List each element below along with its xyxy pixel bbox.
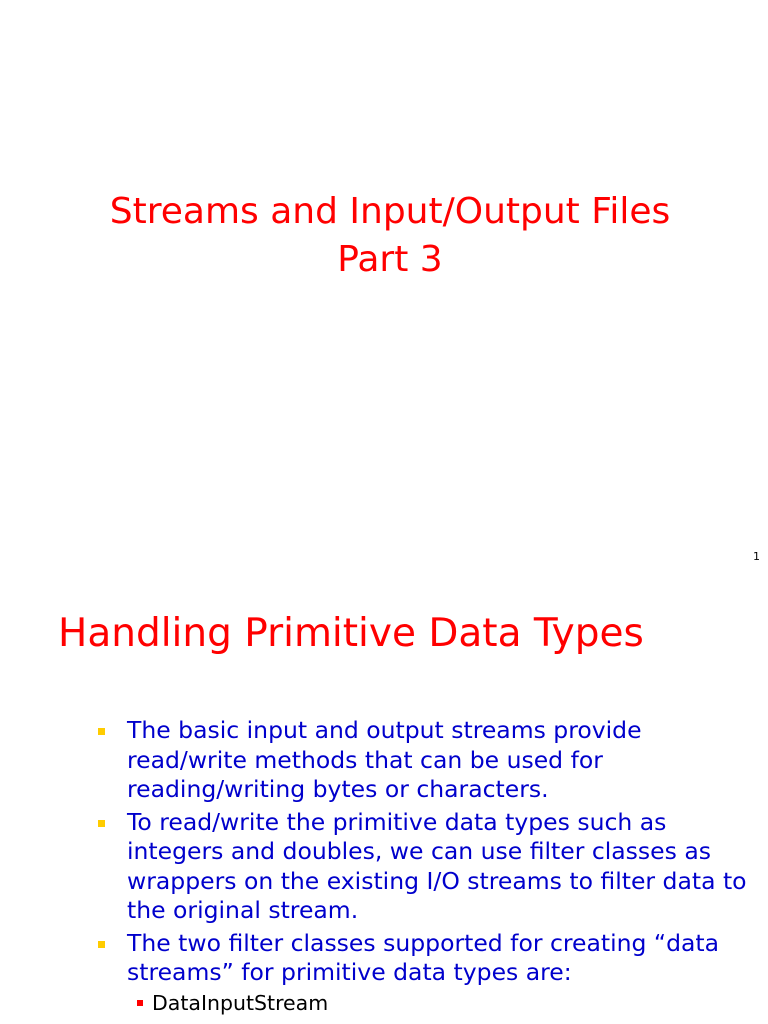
sub-bullet-text: DataInputStream (152, 990, 329, 1015)
slide-1-title-line-1: Streams and Input/Output Files (109, 191, 671, 232)
square-bullet-icon (98, 728, 105, 735)
bullet-text: The basic input and output streams provide read/write methods that can be used for reading/writing bytes or characters. (127, 716, 642, 803)
bullet-list (98, 716, 758, 1019)
sub-bullet-list (127, 990, 758, 1016)
bullet-item (98, 716, 758, 805)
square-bullet-icon (98, 941, 105, 948)
red-square-bullet-icon (137, 1000, 143, 1006)
bullet-text: The two filter classes supported for creating “data streams” for primitive data types are: (127, 928, 720, 986)
square-bullet-icon (98, 820, 105, 827)
bullet-item (98, 808, 758, 926)
sub-bullet-item (127, 990, 758, 1016)
slide-2-title: Handling Primitive Data Types (58, 611, 644, 656)
slide-1-title (0, 188, 768, 284)
bullet-text: To read/write the primitive data types such as integers and doubles, we can use filter classes as wrappers on the existing I/O streams to filter data to the original stream. (127, 807, 747, 924)
slide-1-title-line-2: Part 3 (337, 239, 443, 280)
bullet-item (98, 929, 758, 1016)
page-number: 1 (753, 550, 760, 563)
